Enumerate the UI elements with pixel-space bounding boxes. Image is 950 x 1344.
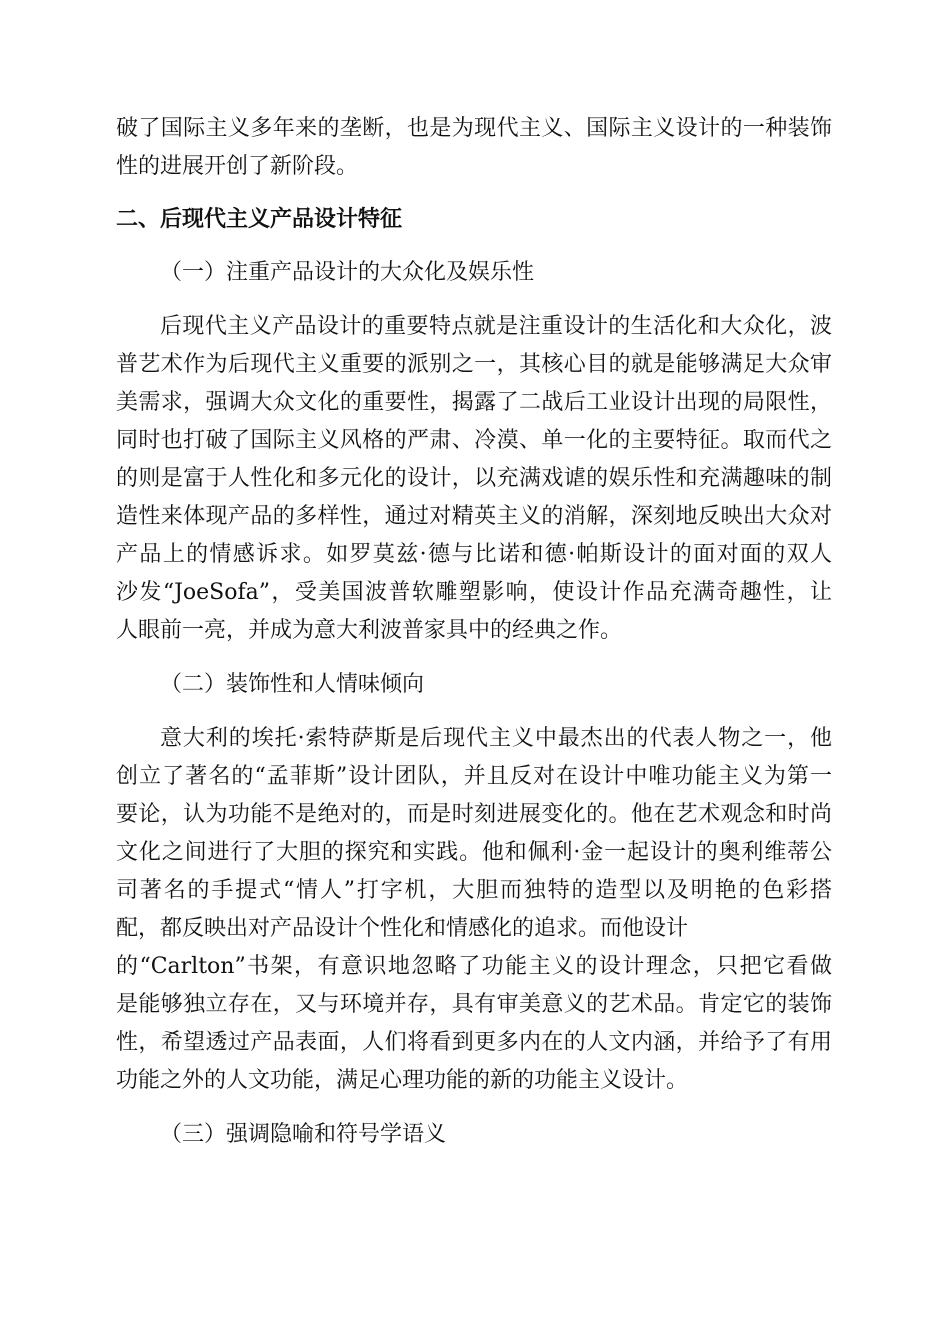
section-heading: 二、后现代主义产品设计特征 — [116, 207, 403, 232]
para2-line-7: 的“Carlton”书架，有意识地忽略了功能主义的设计理念，只把它看做 — [116, 954, 832, 979]
para1-line-4: 同时也打破了国际主义风格的严肃、冷漠、单一化的主要特征。取而代之 — [116, 428, 832, 453]
para1-line-2: 普艺术作为后现代主义重要的派别之一，其核心目的就是能够满足大众审 — [116, 352, 832, 377]
para2-line-8: 是能够独立存在，又与环境并存，具有审美意义的艺术品。肯定它的装饰 — [116, 992, 832, 1017]
intro-line-2: 性的进展开创了新阶段。 — [116, 154, 359, 179]
intro-paragraph — [116, 110, 832, 186]
para2-line-9: 性，希望透过产品表面，人们将看到更多内在的人文内涵，并给予了有用 — [116, 1030, 832, 1055]
para2-line-1: 意大利的埃托·索特萨斯是后现代主义中最杰出的代表人物之一，他 — [160, 726, 832, 751]
intro-line-1: 破了国际主义多年来的垄断，也是为现代主义、国际主义设计的一种装饰 — [116, 116, 832, 141]
subheading-3: （三）强调隐喻和符号学语义 — [160, 1122, 447, 1147]
paragraph-1 — [116, 308, 832, 650]
para2-line-3: 要论，认为功能不是绝对的，而是时刻进展变化的。他在艺术观念和时尚 — [116, 802, 832, 827]
para2-line-6: 配，都反映出对产品设计个性化和情感化的追求。而他设计 — [116, 916, 689, 941]
para1-line-3: 美需求，强调大众文化的重要性，揭露了二战后工业设计出现的局限性， — [116, 390, 832, 415]
para2-line-4: 文化之间进行了大胆的探究和实践。他和佩利·金一起设计的奥利维蒂公 — [116, 840, 832, 865]
subheading-1: （一）注重产品设计的大众化及娱乐性 — [160, 260, 535, 285]
para2-line-10: 功能之外的人文功能，满足心理功能的新的功能主义设计。 — [116, 1068, 689, 1093]
para1-line-6: 造性来体现产品的多样性，通过对精英主义的消解，深刻地反映出大众对 — [116, 504, 832, 529]
paragraph-2 — [116, 720, 832, 1100]
para1-line-5: 的则是富于人性化和多元化的设计，以充满戏谑的娱乐性和充满趣味的制 — [116, 466, 832, 491]
para1-line-1: 后现代主义产品设计的重要特点就是注重设计的生活化和大众化，波 — [160, 314, 832, 339]
para2-line-2: 创立了著名的“孟菲斯”设计团队，并且反对在设计中唯功能主义为第一 — [116, 764, 832, 789]
para2-line-5: 司著名的手提式“情人”打字机，大胆而独特的造型以及明艳的色彩搭 — [116, 878, 832, 903]
subheading-2: （二）装饰性和人情味倾向 — [160, 672, 425, 697]
document-body — [116, 110, 832, 1154]
para1-line-7: 产品上的情感诉求。如罗莫兹·德与比诺和德·帕斯设计的面对面的双人 — [116, 542, 832, 567]
para1-line-8: 沙发“JoeSofa”，受美国波普软雕塑影响，使设计作品充满奇趣性，让 — [116, 580, 832, 605]
para1-line-9: 人眼前一亮，并成为意大利波普家具中的经典之作。 — [116, 618, 623, 643]
